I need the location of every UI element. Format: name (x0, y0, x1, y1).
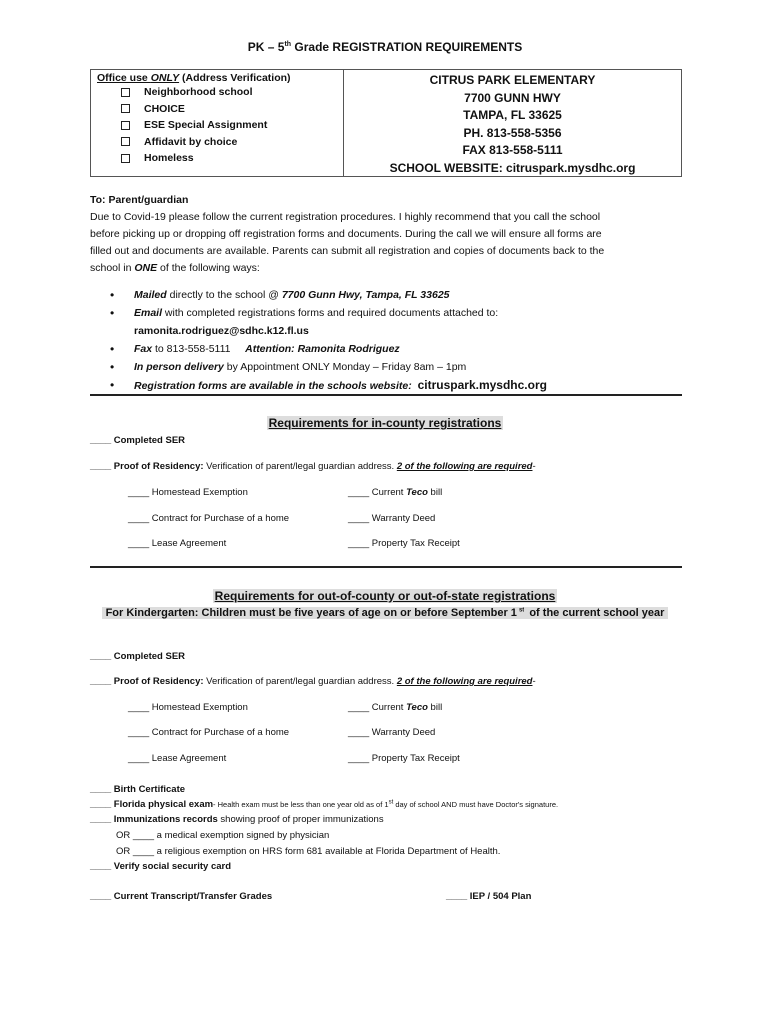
office-checkbox-choice[interactable]: CHOICE (97, 101, 337, 118)
bullet-icon: • (110, 360, 115, 374)
header-box (90, 69, 682, 177)
immunizations: ____ Immunizations records showing proof of proper immunizations (90, 814, 384, 825)
checkbox-icon[interactable] (121, 104, 130, 113)
bullet-icon: • (110, 288, 115, 302)
office-checkbox-affidavit[interactable]: Affidavit by choice (97, 134, 337, 151)
office-use-panel (91, 70, 344, 176)
bullet-icon: • (110, 378, 115, 392)
incounty-residency: ____ Proof of Residency: Verification of parent/legal guardian address. 2 of the following are required- (90, 461, 536, 472)
school-website: SCHOOL WEBSITE: citruspark.mysdhc.org (389, 160, 636, 175)
school-address-2: TAMPA, FL 33625 (463, 108, 562, 122)
letter-to: To: Parent/guardian (90, 194, 189, 206)
outcounty-contract: ____ Contract for Purchase of a home (128, 727, 290, 738)
letter-line-1: Due to Covid-19 please follow the current registration procedures. I highly recommend that you call the school (90, 211, 601, 223)
physical-exam: ____ Florida physical exam- Health exam must be less than one year old as of 1st day of school AND must have Doctor's signature. (90, 799, 559, 810)
divider (90, 566, 682, 568)
outcounty-warranty: ____ Warranty Deed (348, 727, 436, 738)
transcript: ____ Current Transcript/Transfer Grades (90, 891, 273, 902)
school-info-panel (344, 70, 681, 176)
iep-plan: ____ IEP / 504 Plan (446, 891, 532, 902)
letter-body (90, 192, 670, 277)
office-use-header: Office use ONLY (Address Verification) (97, 72, 291, 84)
way-website: • Registration forms are available in the schools website: citruspark.mysdhc.org (110, 376, 670, 395)
way-in-person: • In person delivery by Appointment ONLY Monday – Friday 8am – 1pm (110, 360, 467, 374)
incounty-teco: ____ Current Teco bill (348, 487, 443, 498)
social-security: ____ Verify social security card (90, 861, 232, 872)
checkbox-icon[interactable] (121, 121, 130, 130)
school-name: CITRUS PARK ELEMENTARY (429, 73, 596, 87)
outcounty-title: Requirements for out-of-county or out-of-state registrations (214, 589, 556, 603)
letter-line-2: before picking up or dropping off registration forms and documents. During the call we will ensure all forms are (90, 228, 602, 240)
kindergarten-note: For Kindergarten: Children must be five years of age on or before September 1 $^{st}$ of the current school year (0, 607, 770, 619)
incounty-ser: ____ Completed SER (90, 435, 186, 446)
divider (90, 394, 682, 396)
religious-exemption: OR ____ a religious exemption on HRS form 681 available at Florida Department of Health. (116, 846, 501, 857)
submission-ways-list (110, 286, 670, 395)
incounty-contract: ____ Contract for Purchase of a home (128, 513, 290, 524)
checkbox-icon[interactable] (121, 137, 130, 146)
letter-line-3: filled out and documents are available. Parents can submit all registration and copies of documents back to the (90, 245, 605, 257)
office-checkbox-homeless[interactable]: Homeless (97, 150, 337, 167)
bullet-icon: • (110, 342, 115, 356)
outcounty-homestead: ____ Homestead Exemption (128, 702, 248, 713)
letter-line-4: school in ONE of the following ways: (90, 262, 260, 274)
school-phone: PH. 813-558-5356 (463, 125, 562, 140)
way-fax: • Fax to 813-558-5111 Attention: Ramonita Rodriguez (110, 342, 400, 356)
office-checkbox-ese[interactable]: ESE Special Assignment (97, 117, 337, 134)
outcounty-lease: ____ Lease Agreement (128, 753, 227, 764)
school-fax: FAX 813-558-5111 (462, 143, 563, 157)
outcounty-residency: ____ Proof of Residency: Verification of parent/legal guardian address. 2 of the following are required- (90, 676, 536, 687)
checkbox-icon[interactable] (121, 88, 130, 97)
incounty-lease: ____ Lease Agreement (128, 538, 227, 549)
way-email: • Email with completed registrations forms and required documents attached to: ramonita.rodriguez@sdhc.k12.fl.us (110, 304, 670, 340)
page-title: PK – 5th Grade REGISTRATION REQUIREMENTS (247, 40, 523, 54)
checkbox-icon[interactable] (121, 154, 130, 163)
office-checkbox-neighborhood[interactable]: Neighborhood school (97, 84, 337, 101)
incounty-homestead: ____ Homestead Exemption (128, 487, 248, 498)
outcounty-teco: ____ Current Teco bill (348, 702, 443, 713)
incounty-title: Requirements for in-county registrations (268, 416, 502, 430)
birth-certificate: ____ Birth Certificate (90, 784, 186, 795)
email-address-link[interactable]: ramonita.rodriguez@sdhc.k12.fl.us (134, 325, 309, 337)
bullet-icon: • (110, 306, 115, 320)
website-link[interactable]: citruspark.mysdhc.org (417, 378, 547, 392)
school-address-1: 7700 GUNN HWY (464, 90, 561, 105)
incounty-tax: ____ Property Tax Receipt (348, 538, 460, 549)
medical-exemption: OR ____ a medical exemption signed by physician (116, 830, 330, 841)
outcounty-ser: ____ Completed SER (90, 651, 186, 662)
incounty-warranty: ____ Warranty Deed (348, 513, 436, 524)
outcounty-tax: ____ Property Tax Receipt (348, 753, 460, 764)
way-mailed: • Mailed directly to the school @ 7700 Gunn Hwy, Tampa, FL 33625 (110, 288, 450, 302)
